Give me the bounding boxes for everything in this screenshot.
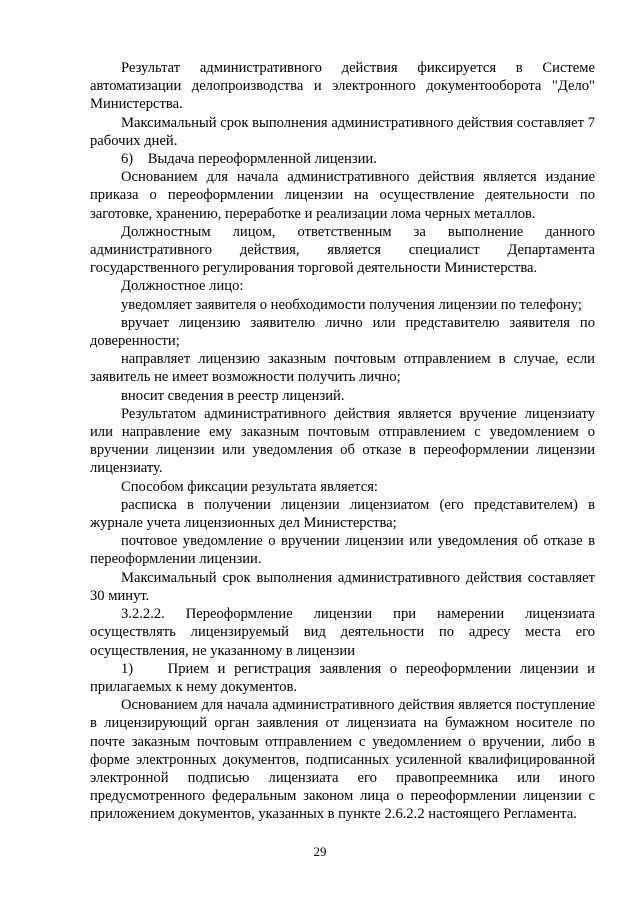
paragraph: Способом фиксации результата является: — [121, 478, 378, 495]
paragraph: вручает лицензию заявителю лично или представителю заявителя по доверенности; — [90, 314, 595, 350]
paragraph: Должностным лицом, ответственным за выполнение данного административного действия, является специалист Департамента государственного регулирования торговой деятельности Министерства. — [90, 223, 595, 277]
paragraph: Должностное лицо: — [121, 278, 244, 295]
paragraph: Основанием для начала административного действия является поступление в лицензирующий орган заявления от лицензиата на бумажном носителе по почте заказным почтовым отправлением с уведомлением о вручении, либо в форме электронных документов, подписанных усиленной квалифицированной электронной подписью лицензиата его правопреемника или иного предусмотренного федеральным законом лица о переоформлении лицензии с приложением документов, указанных в пункте 2.6.2.2 настоящего Регламента. — [90, 697, 595, 823]
page-number: 29 — [313, 844, 327, 859]
paragraph: Максимальный срок выполнения административного действия составляет 7 рабочих дней. — [90, 114, 595, 149]
paragraph: 1) Прием и регистрация заявления о переоформлении лицензии и прилагаемых к нему документов. — [90, 660, 599, 695]
paragraph: расписка в получении лицензии лицензиатом (его представителем) в журнале учета лицензионных дел Министерства; — [90, 496, 595, 532]
paragraph: Максимальный срок выполнения административного действия составляет 30 минут. — [90, 569, 595, 604]
paragraph: Основанием для начала административного действия является издание приказа о переоформлении лицензии на осуществление деятельности по заготовке, хранению, переработке и реализации лома черных металлов. — [90, 169, 595, 222]
paragraph: вносит сведения в реестр лицензий. — [121, 387, 345, 404]
paragraph: направляет лицензию заказным почтовым отправлением в случае, если заявитель не имеет возможности получить лично; — [90, 351, 595, 386]
paragraph: уведомляет заявителя о необходимости получения лицензии по телефону; — [121, 296, 582, 313]
paragraph: Результатом административного действия является вручение лицензиату или направление ему заказным почтовым отправлением с уведомлением о вручении лицензии или уведомления об отказе в переоформлении лицензии лицензиату. — [90, 405, 595, 477]
body-text — [90, 59, 599, 824]
paragraph: 6) Выдача переоформленной лицензии. — [121, 151, 377, 168]
paragraph: почтовое уведомление о вручении лицензии или уведомления об отказе в переоформлении лицензии. — [90, 533, 595, 568]
section-heading: 3.2.2.2. Переоформление лицензии при намерении лицензиата осуществлять лицензируемый вид деятельности по адресу места его осуществления, не указанному в лицензии — [90, 606, 595, 659]
paragraph: Результат административного действия фиксируется в Системе автоматизации делопроизводства и электронного документооборота "Дело" Министерства. — [90, 60, 595, 113]
